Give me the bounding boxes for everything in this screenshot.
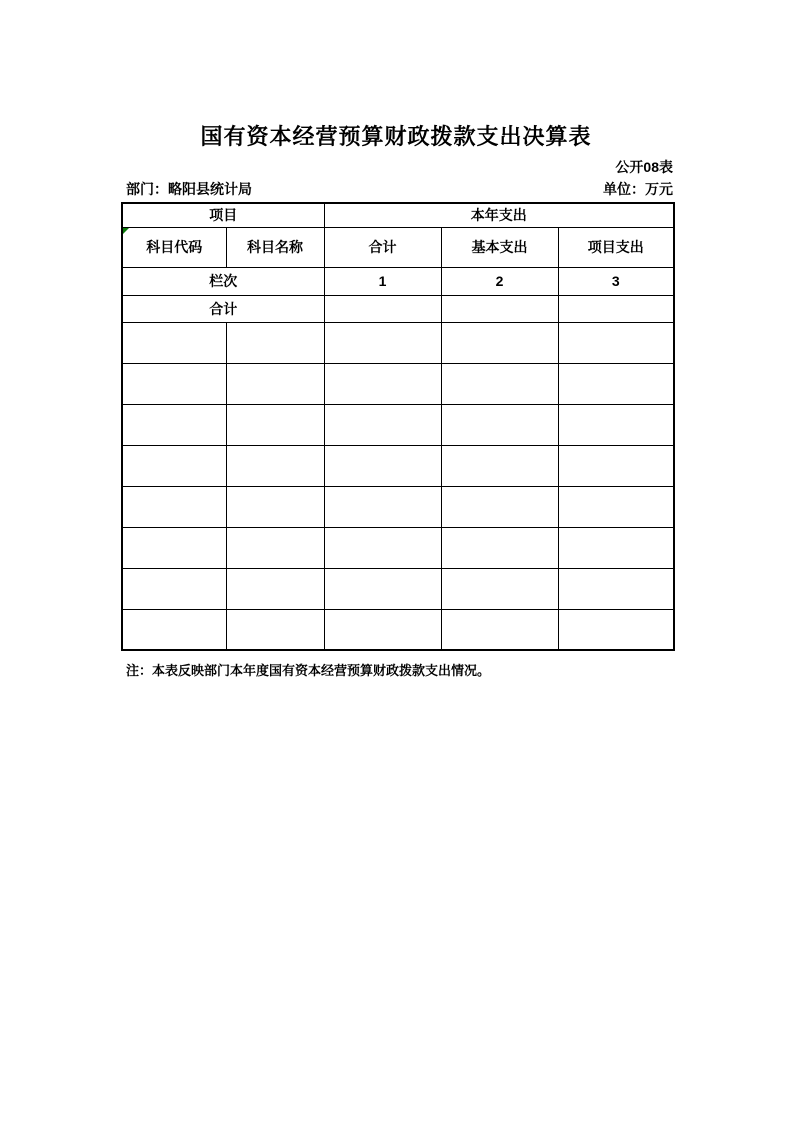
data-cell [441,404,558,445]
header-subject-code-cell [122,227,226,267]
data-cell [122,363,226,404]
total-row-project-cell [558,295,674,322]
department-label: 部门：略阳县统计局 [126,181,252,197]
header-current-year-group-cell: 本年支出 [324,203,674,227]
data-cell [324,527,441,568]
total-row-total-cell [324,295,441,322]
excel-note-indicator-icon [123,228,129,234]
data-cell [558,363,674,404]
data-cell [324,322,441,363]
table-row [122,363,674,404]
data-cell [324,486,441,527]
data-cell [226,568,324,609]
table-code-label: 公开08表 [615,159,673,175]
data-cell [122,527,226,568]
column-index-2: 2 [441,267,558,295]
data-cell [122,404,226,445]
data-cell [441,527,558,568]
data-cell [558,486,674,527]
data-cell [122,445,226,486]
data-cell [324,363,441,404]
data-cell [226,322,324,363]
data-cell [226,609,324,650]
header-basic-expenditure-cell: 基本支出 [441,227,558,267]
budget-table [121,202,675,651]
data-cell [558,568,674,609]
data-cell [226,445,324,486]
data-cell [558,609,674,650]
data-cell [558,404,674,445]
total-row-basic-cell [441,295,558,322]
table-row [122,486,674,527]
data-cell [441,363,558,404]
total-row [122,295,674,322]
header-group-row [122,203,674,227]
data-cell [558,527,674,568]
data-cell [441,322,558,363]
total-row-label-cell: 合计 [122,295,324,322]
header-project-expenditure-cell: 项目支出 [558,227,674,267]
subject-code-label: 科目代码 [146,239,203,255]
data-cell [441,445,558,486]
column-index-3: 3 [558,267,674,295]
data-cell [441,609,558,650]
data-cell [122,568,226,609]
data-cell [558,445,674,486]
table-row [122,568,674,609]
table-row [122,609,674,650]
meta-row [126,179,673,199]
data-cell [226,527,324,568]
data-cell [558,322,674,363]
column-index-label-cell: 栏次 [122,267,324,295]
header-subject-name-cell: 科目名称 [226,227,324,267]
table-row [122,404,674,445]
column-index-1: 1 [324,267,441,295]
data-cell [122,486,226,527]
unit-label: 单位：万元 [603,181,673,197]
table-row [122,527,674,568]
header-columns-row [122,227,674,267]
data-cell [226,404,324,445]
data-cell [324,609,441,650]
data-cell [226,363,324,404]
page-title: 国有资本经营预算财政拨款支出决算表 [200,124,592,149]
data-cell [226,486,324,527]
table-row [122,322,674,363]
data-cell [324,445,441,486]
data-cell [122,322,226,363]
data-cell [441,486,558,527]
table-row [122,445,674,486]
footnote: 注：本表反映部门本年度国有资本经营预算财政拨款支出情况。 [126,663,491,678]
header-total-cell: 合计 [324,227,441,267]
column-index-row [122,267,674,295]
data-cell [324,404,441,445]
header-project-group-cell: 项目 [122,203,324,227]
data-cell [324,568,441,609]
data-cell [122,609,226,650]
data-cell [441,568,558,609]
